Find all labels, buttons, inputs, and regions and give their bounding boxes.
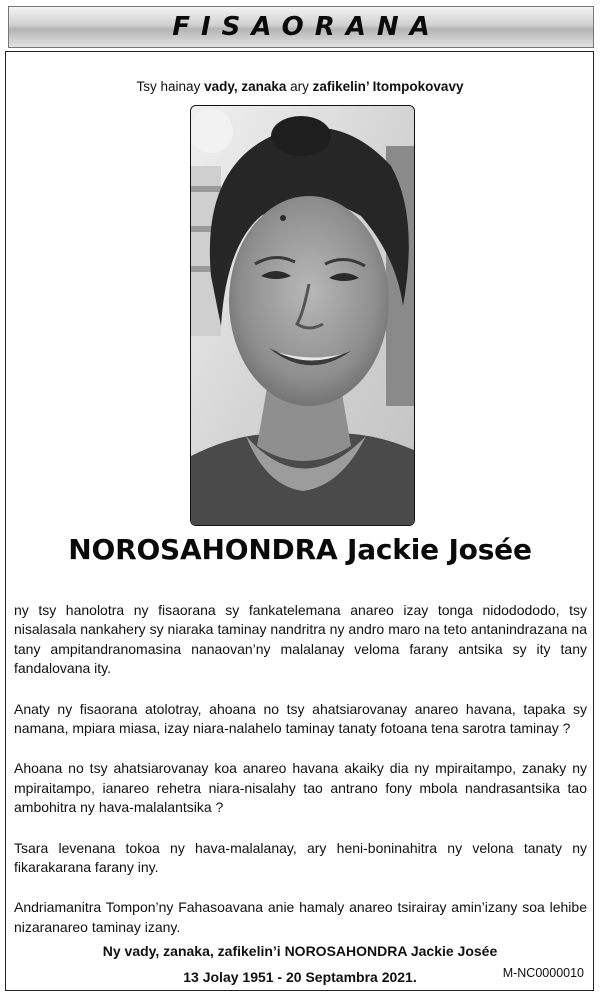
portrait-image	[191, 106, 415, 526]
intro-bold-grandchildren: zafikelin’ Itompokovavy	[312, 79, 464, 94]
paragraph-3: Ahoana no tsy ahatsiarovanay koa anareo havana akaiky dia ny mpiraitampo, zanaky ny mpiraitampo, ianareo rehetra niara-nisalahy tao antrano fony mbola nandrasantsika tao ambohitra ny hava-malalantsika ?	[14, 760, 587, 816]
intro-bold-family: vady, zanaka	[204, 79, 287, 94]
header-title: FISAORANA	[172, 12, 441, 42]
reference-code: M-NC0000010	[502, 966, 584, 980]
signoff	[0, 938, 600, 990]
intro-middle: ary	[286, 79, 313, 94]
body-text	[14, 601, 587, 937]
deceased-name: NOROSAHONDRA Jackie Josée	[68, 533, 532, 566]
intro-prefix: Tsy hainay	[136, 79, 205, 94]
signoff-family-line: Ny vady, zanaka, zafikelin’i NOROSAHONDRA Jackie Josée	[102, 943, 498, 959]
header-banner	[8, 6, 594, 48]
signoff-dates-line: 13 Jolay 1951 - 20 Septambra 2021.	[183, 969, 417, 985]
paragraph-1: ny tsy hanolotra ny fisaorana sy fankatelemana anareo izay tonga nidodododo, tsy nisalasala nankahery sy niaraka taminay nandritra ny andro maro na teto antanindrazana na tany ampitandranomasina nanaovan’ny malalanay veloma farany antsika sy ity tany fandalovana ity.	[14, 602, 587, 677]
paragraph-4: Tsara levenana tokoa ny hava-malalanay, ary heni-boninahitra ny velona tanaty ny fikarakarana farany iny.	[14, 839, 587, 876]
paragraph-5: Andriamanitra Tompon’ny Fahasoavana anie hamaly anareo tsirairay amin’izany soa lehibe nizaranareo taminay izany.	[14, 899, 587, 935]
portrait-photo	[190, 105, 415, 526]
paragraph-2: Anaty ny fisaorana atolotray, ahoana no tsy ahatsiarovanay anareo havana, tapaka sy namana, mpiara miasa, izay niara-nalahelo taminay tanaty fotoana tena sarotra taminay ?	[14, 700, 587, 737]
intro-line	[0, 79, 600, 95]
